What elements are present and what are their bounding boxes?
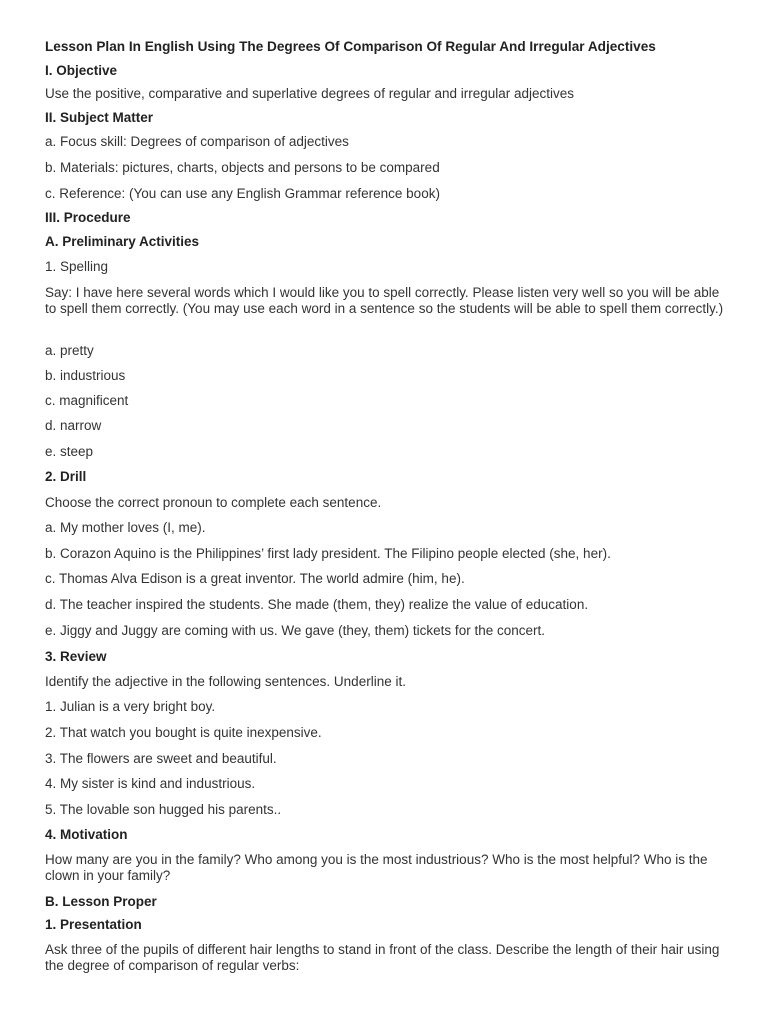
spelling-word: b. industrious [45, 368, 126, 383]
subject-matter-item: c. Reference: (You can use any English Grammar reference book) [45, 186, 440, 201]
review-instruction: Identify the adjective in the following sentences. Underline it. [45, 674, 406, 689]
spelling-word: c. magnificent [45, 393, 129, 408]
drill-item: a. My mother loves (I, me). [45, 520, 206, 535]
section-heading-procedure: III. Procedure [45, 210, 131, 225]
review-item: 4. My sister is kind and industrious. [45, 776, 256, 791]
review-heading: 3. Review [45, 649, 107, 664]
motivation-text: How many are you in the family? Who among you is the most industrious? Who is the most helpful? Who is the clown in your family? [45, 852, 708, 883]
review-item: 1. Julian is a very bright boy. [45, 699, 216, 714]
drill-heading: 2. Drill [45, 469, 87, 484]
subsection-heading-lesson-proper: B. Lesson Proper [45, 894, 157, 909]
drill-item: d. The teacher inspired the students. She made (them, they) realize the value of education. [45, 597, 589, 612]
motivation-heading: 4. Motivation [45, 827, 128, 842]
document-title: Lesson Plan In English Using The Degrees Of Comparison Of Regular And Irregular Adjectives [45, 39, 656, 54]
spelling-instruction: Say: I have here several words which I would like you to spell correctly. Please listen very well so you will be able to spell them correctly. (You may use each word in a sentence so the students will be able to spell them correctly.) [45, 285, 724, 316]
subject-matter-item: a. Focus skill: Degrees of comparison of adjectives [45, 134, 349, 149]
subject-matter-item: b. Materials: pictures, charts, objects and persons to be compared [45, 160, 440, 175]
subsection-heading-preliminary: A. Preliminary Activities [45, 234, 200, 249]
spelling-heading: 1. Spelling [45, 259, 109, 274]
review-item: 3. The flowers are sweet and beautiful. [45, 751, 277, 766]
objective-text: Use the positive, comparative and superlative degrees of regular and irregular adjectives [45, 86, 575, 101]
section-heading-subject-matter: II. Subject Matter [45, 110, 154, 125]
presentation-text: Ask three of the pupils of different hair lengths to stand in front of the class. Describe the length of their hair using the degree of comparison of regular verbs: [45, 942, 720, 973]
drill-item: c. Thomas Alva Edison is a great inventor. The world admire (him, he). [45, 571, 465, 586]
spelling-word: e. steep [45, 444, 94, 459]
spelling-word: a. pretty [45, 343, 94, 358]
drill-item: e. Jiggy and Juggy are coming with us. We gave (they, them) tickets for the concert. [45, 623, 545, 638]
drill-instruction: Choose the correct pronoun to complete each sentence. [45, 495, 382, 510]
review-item: 2. That watch you bought is quite inexpensive. [45, 725, 322, 740]
drill-item: b. Corazon Aquino is the Philippines’ first lady president. The Filipino people elected (she, her). [45, 546, 611, 561]
review-item: 5. The lovable son hugged his parents.. [45, 802, 282, 817]
spelling-word: d. narrow [45, 418, 102, 433]
section-heading-objective: I. Objective [45, 63, 118, 78]
presentation-heading: 1. Presentation [45, 917, 142, 932]
